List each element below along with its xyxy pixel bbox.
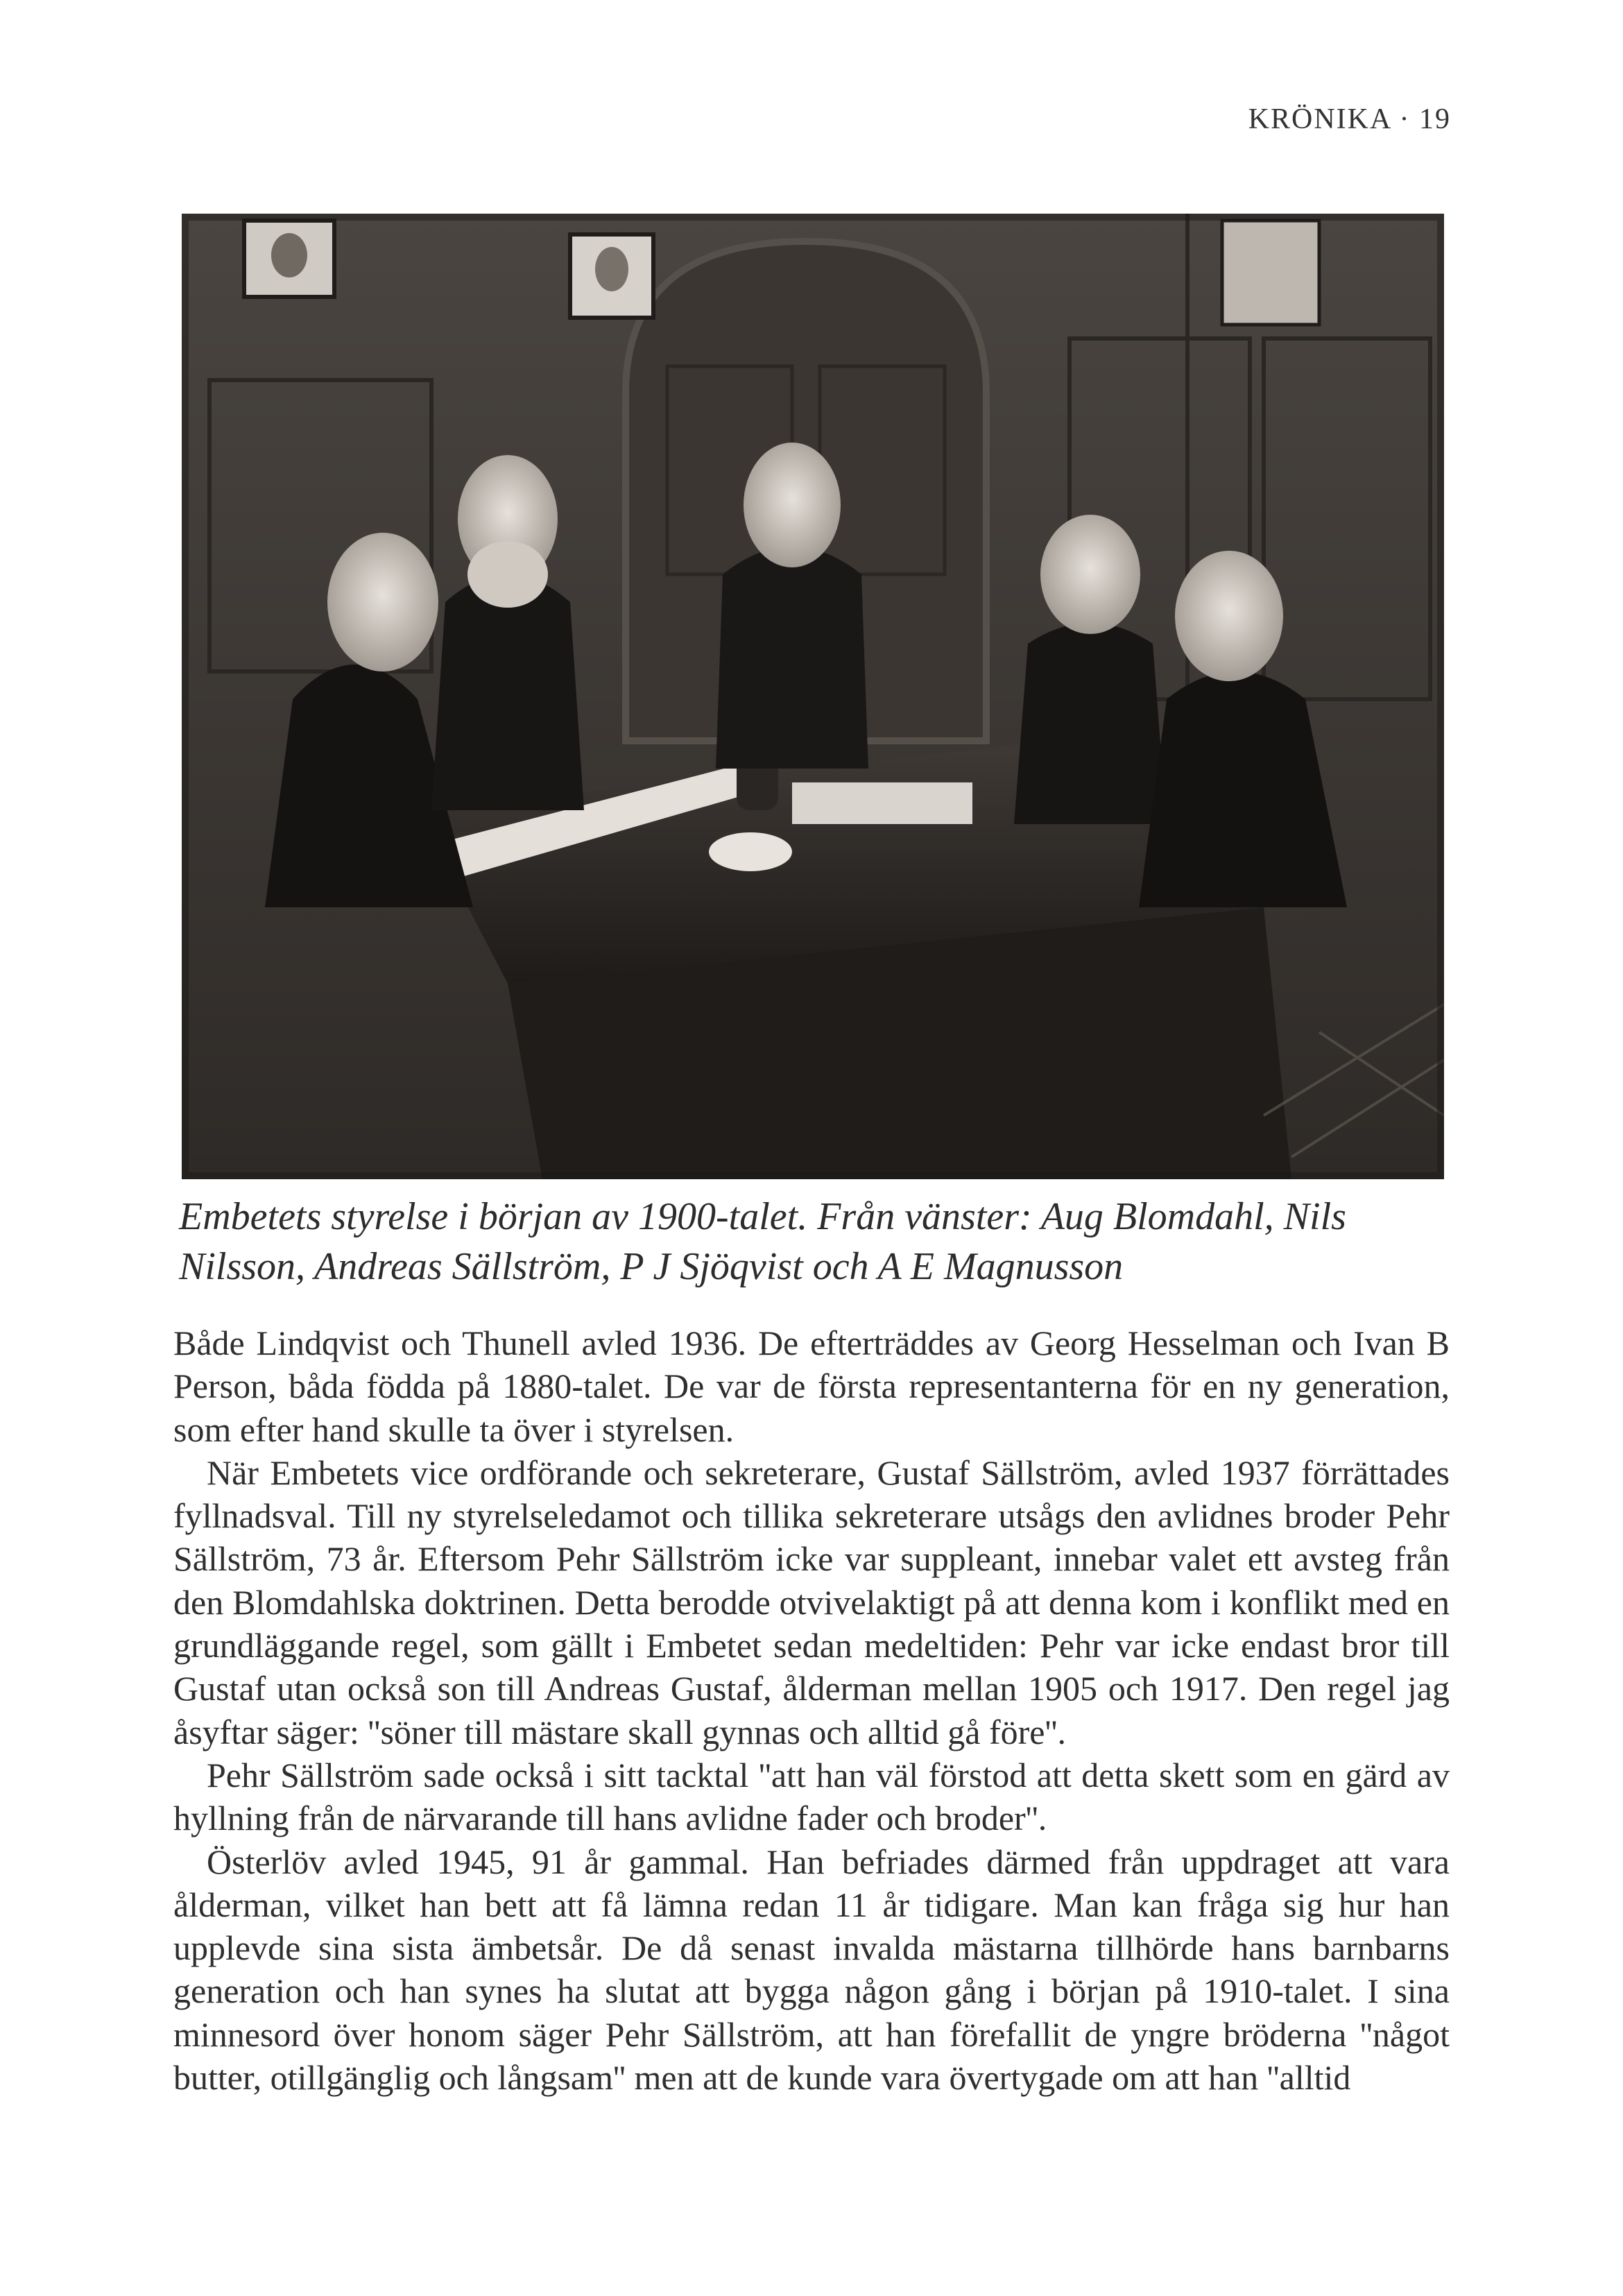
running-head: KRÖNIKA · 19 <box>1248 103 1451 135</box>
paragraph: Både Lindqvist och Thunell avled 1936. De efterträddes av Georg Hesselman och Ivan B Person, båda födda på 1880-talet. De var de första representanterna för en ny generation, som efter hand skulle ta över i styrelsen. <box>173 1323 1450 1449</box>
board-photograph <box>182 214 1444 1179</box>
paragraph: Österlöv avled 1945, 91 år gammal. Han befriades därmed från uppdraget att vara ålderman, vilket han bett att få lämna redan 11 år tidigare. Man kan fråga sig hur han upplevde sina sista ämbetsår. De då senast invalda mästarna tillhörde hans barnbarns generation och han synes ha slutat att bygga någon gång i början på 1910-talet. I sina minnesord över honom säger Pehr Sällström, att han förefallit de yngre bröderna ''något butter, otillgänglig och långsam'' men att de kunde vara övertygade om att han ''alltid <box>173 1842 1450 2098</box>
photo-caption: Embetets styrelse i början av 1900-talet. Från vänster: Aug Blomdahl, Nils Nilsson, Andreas Sällström, P J Sjöqvist och A E Magnusson <box>179 1195 1346 1288</box>
paragraph: Pehr Sällström sade också i sitt tacktal ''att han väl förstod att detta skett som en gärd av hyllning från de närvarande till hans avlidne fader och broder''. <box>173 1755 1450 1838</box>
paragraph: När Embetets vice ordförande och sekreterare, Gustaf Sällström, avled 1937 förrättades fyllnadsval. Till ny styrelseledamot och tillika sekreterare utsågs den avlidnes broder Pehr Sällström, 73 år. Eftersom Pehr Sällström icke var suppleant, innebar valet ett avsteg från den Blomdahlska doktrinen. Detta berodde otvivelaktigt på att denna kom i konflikt med en grundläggande regel, som gällt i Embetet sedan medeltiden: Pehr var icke endast bror till Gustaf utan också son till Andreas Gustaf, ålderman mellan 1905 och 1917. Den regel jag åsyftar säger: ''söner till mästare skall gynnas och alltid gå före''. <box>173 1453 1450 1751</box>
body-text <box>173 1321 1450 2099</box>
